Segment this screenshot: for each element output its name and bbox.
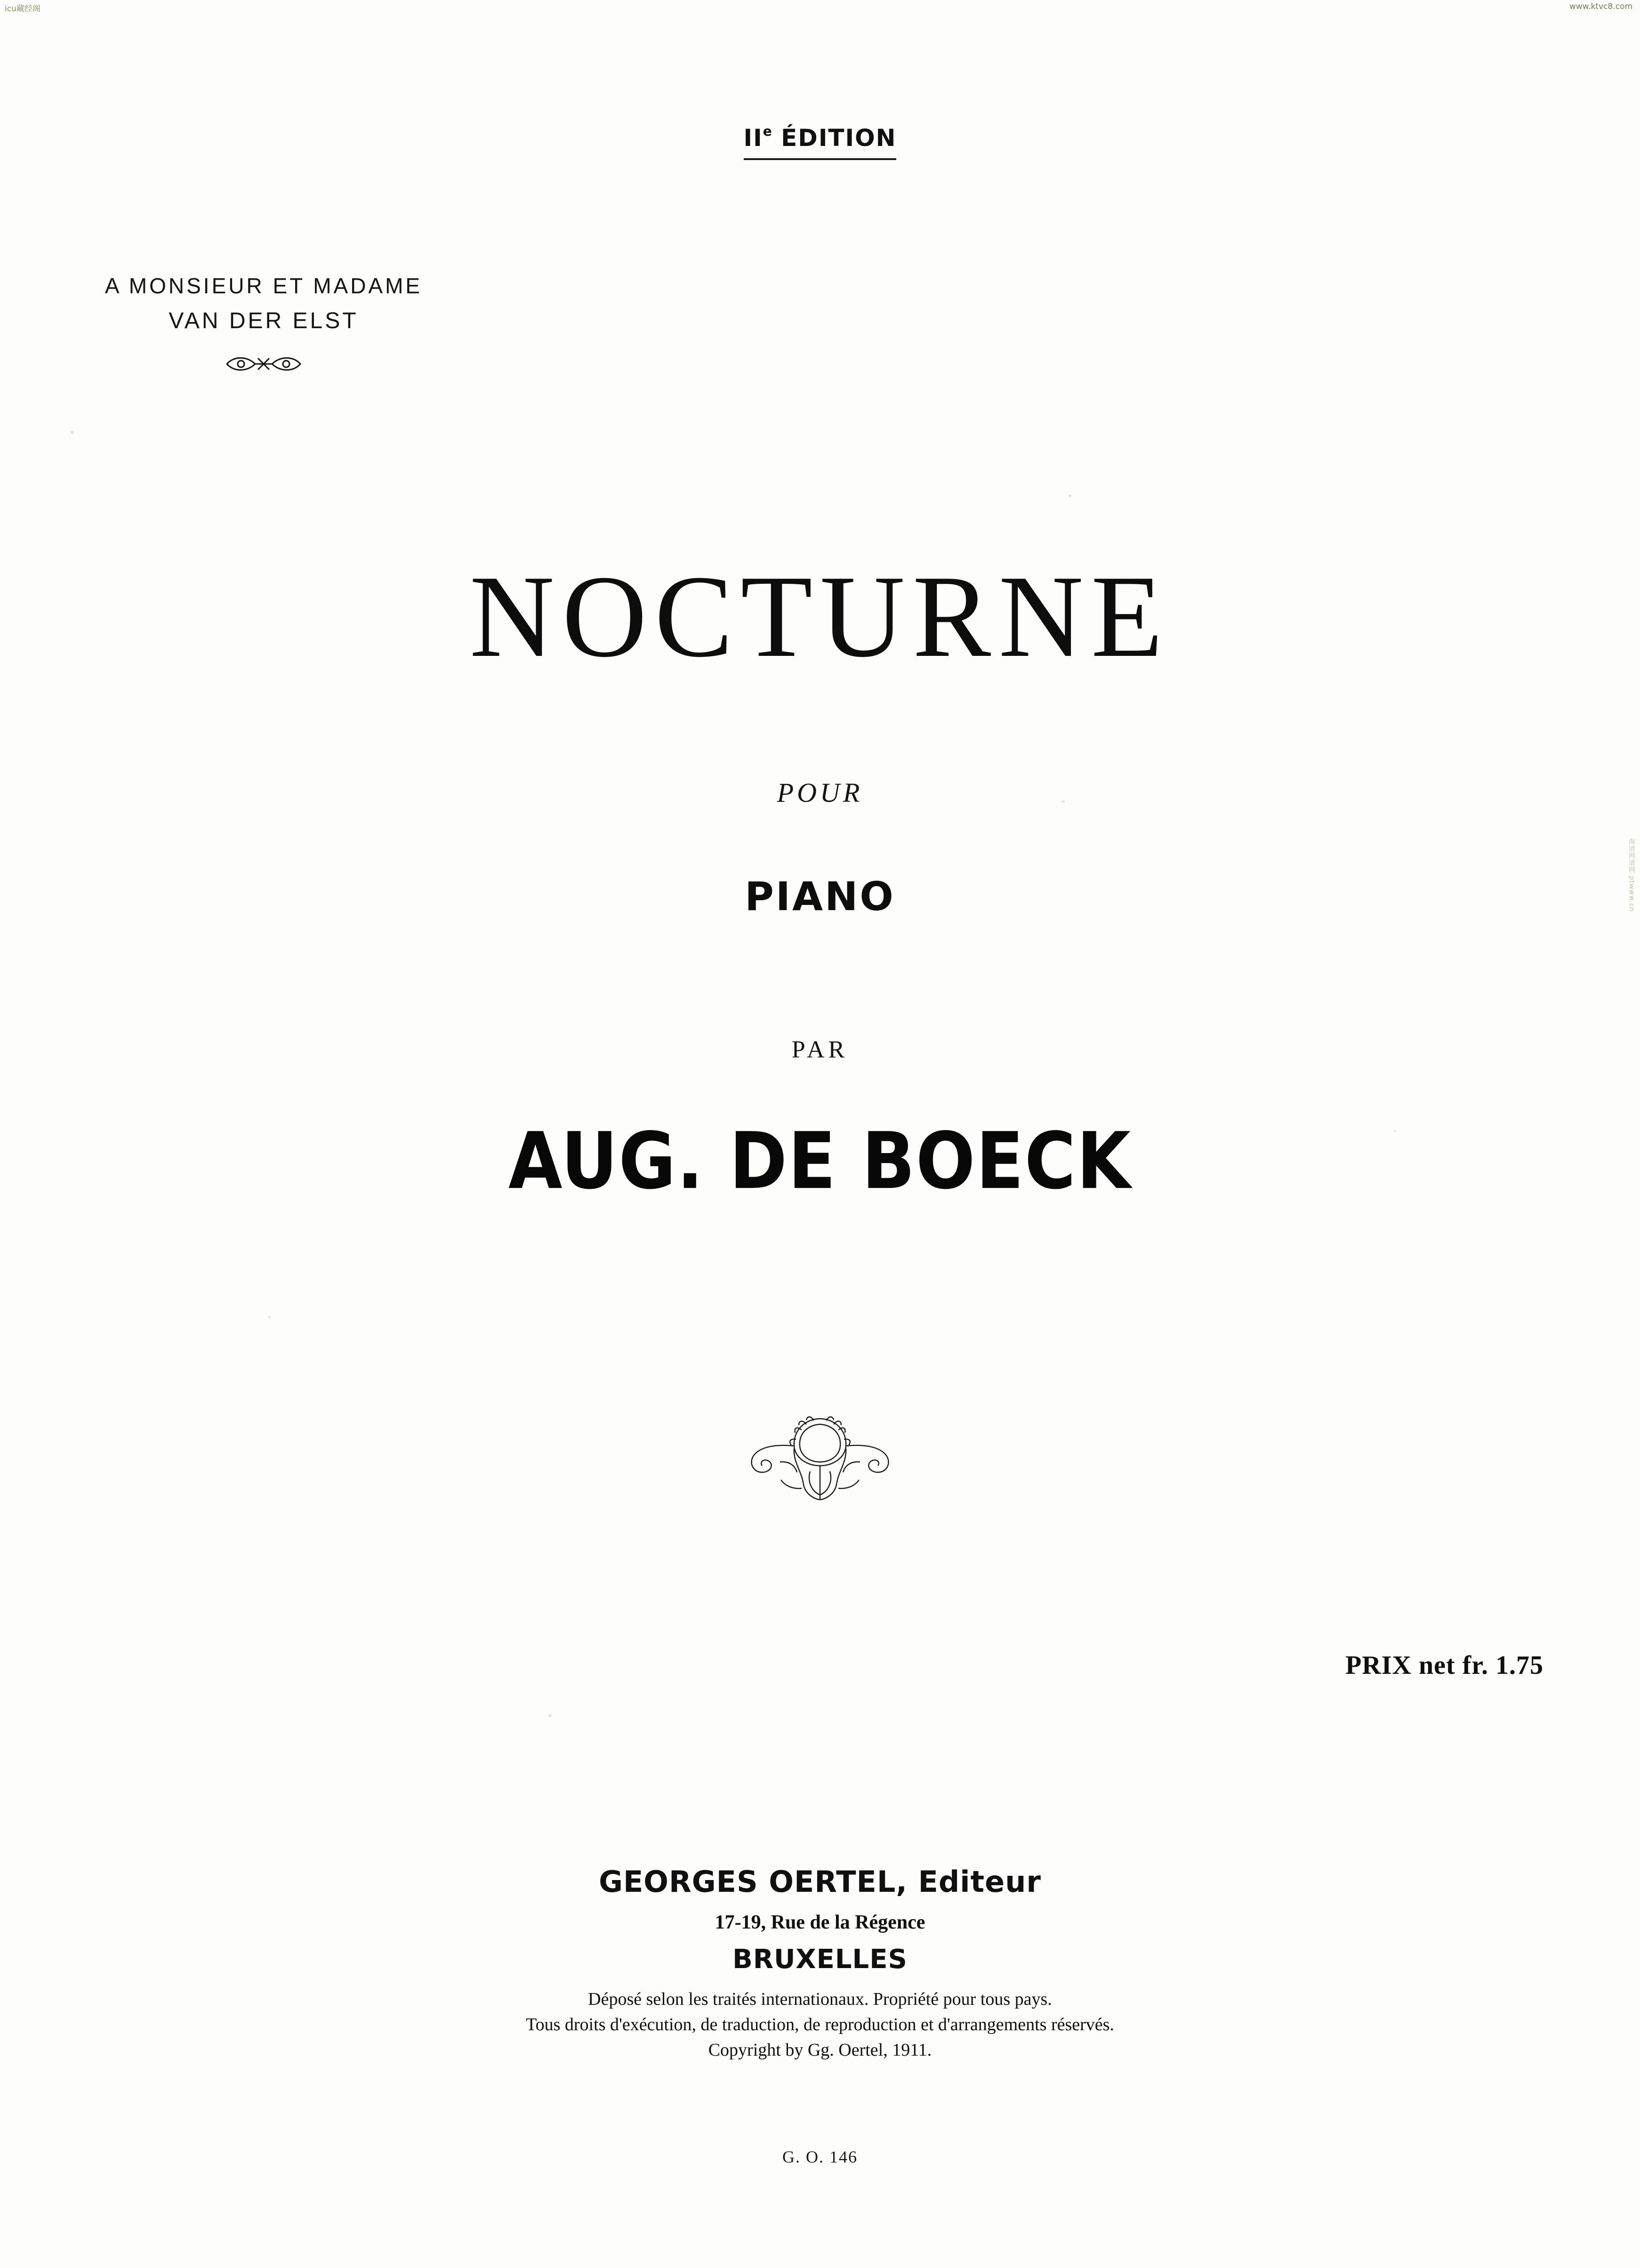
instrument-label: PIANO [745,873,895,920]
legal-notice [0,1987,1640,2063]
page-title: NOCTURNE [469,551,1171,682]
edition-superscript: e [763,123,772,139]
watermark-side-right: 淘谱网谱网 ptwww.cn [1628,838,1635,912]
dedication [52,273,475,382]
watermark-top-left: icu藏经阁 [5,4,40,14]
laurel-wreath-ornament [709,1405,931,1514]
publisher-address: 17-19, Rue de la Régence [715,1912,925,1933]
dedication-line-1: A MONSIEUR ET MADAME [105,274,423,298]
edition-label: ÉDITION [781,124,897,152]
byline-par: PAR [791,1036,849,1063]
scan-speck [1069,494,1071,497]
legal-line-3: Copyright by Gg. Oertel, 1911. [708,2040,932,2060]
edition-line [0,123,1640,160]
legal-line-2: Tous droits d'exécution, de traduction, de reproduction et d'arrangements réservés. [526,2014,1114,2034]
plate-number: G. O. 146 [782,2147,858,2166]
watermark-top-right: www.ktvc8.com [1569,2,1632,11]
publisher-name: GEORGES OERTEL, Editeur [599,1864,1041,1899]
scan-speck [268,1316,271,1318]
publisher-city: BRUXELLES [732,1944,908,1975]
scan-speck [71,431,74,434]
legal-line-1: Déposé selon les traités internationaux. Propriété pour tous pays. [588,1989,1052,2009]
dedication-flourish-icon [52,350,475,382]
edition-text [744,123,897,160]
price-label: PRIX net fr. 1.75 [1345,1651,1544,1680]
publisher-block [0,1864,1640,2063]
composer-name: AUG. DE BOECK [508,1115,1132,1207]
dedication-line-2: VAN DER ELST [169,308,359,333]
subtitle-pour: POUR [777,777,863,808]
edition-ordinal: II [743,124,763,152]
scan-speck [548,1714,552,1717]
